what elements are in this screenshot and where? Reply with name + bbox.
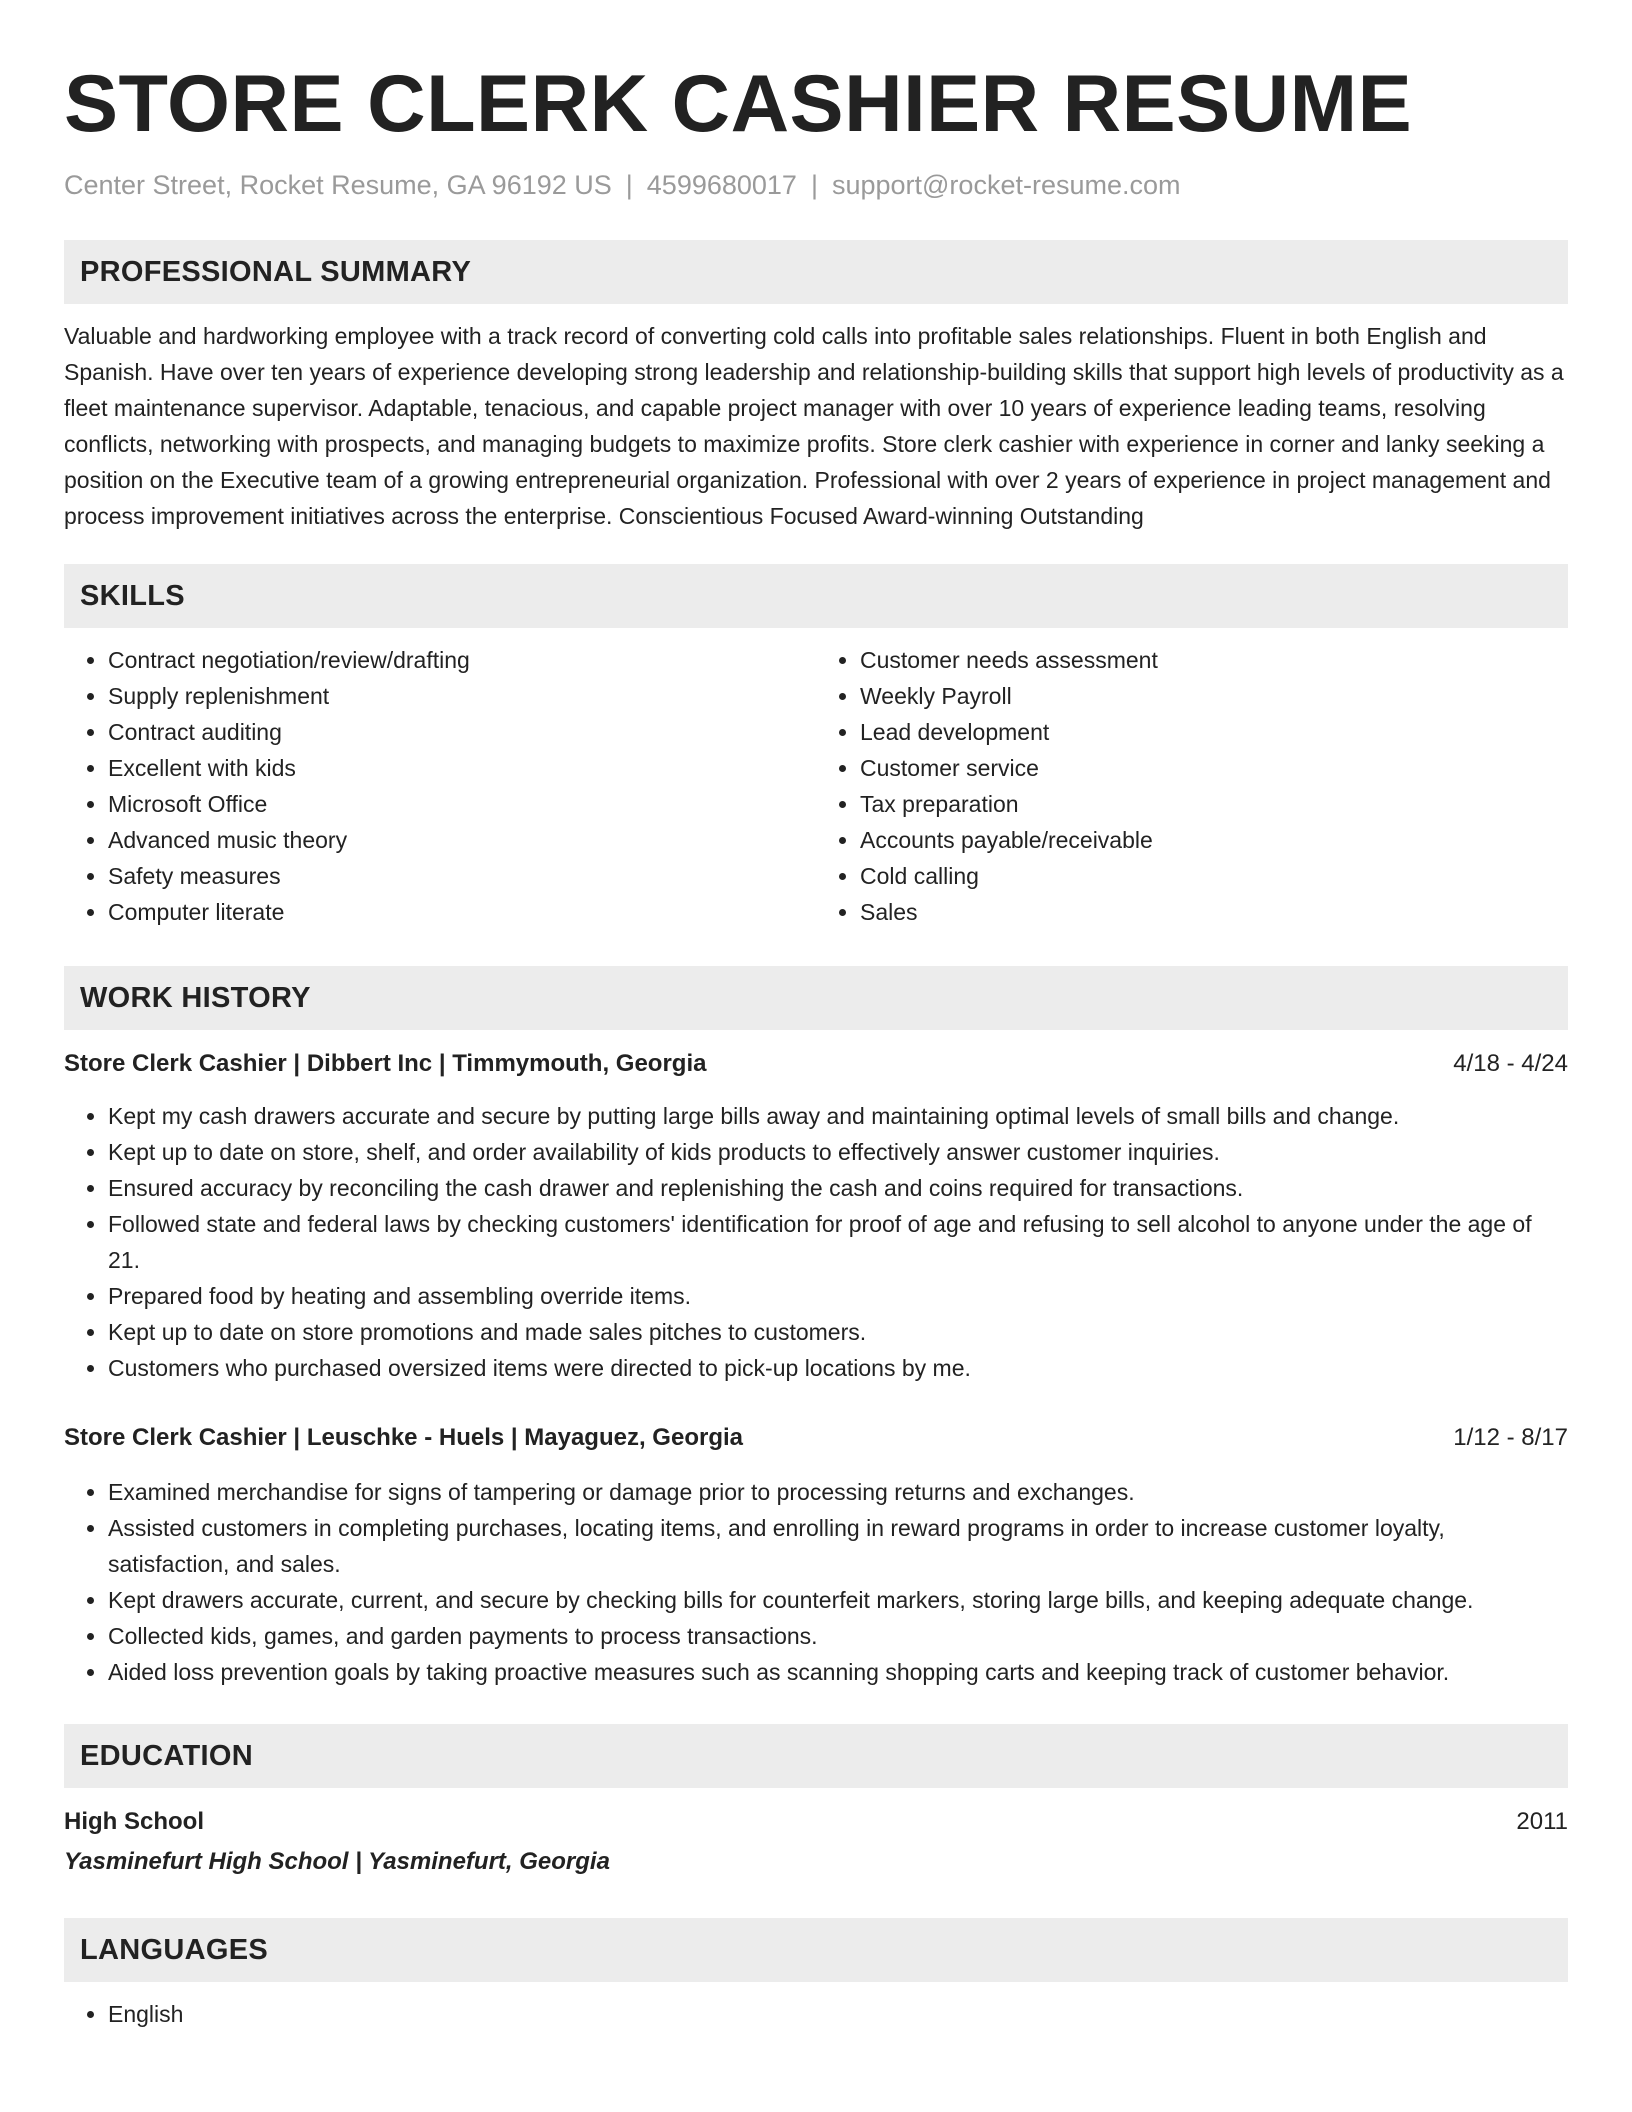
contact-phone: 4599680017 [646, 170, 797, 200]
section-heading-summary: PROFESSIONAL SUMMARY [64, 240, 1568, 304]
skill-item: • Computer literate [108, 894, 816, 930]
job-bullet: • Kept up to date on store promotions and made sales pitches to customers. [108, 1314, 1568, 1350]
job-bullets [64, 1098, 1568, 1386]
skills-list-right [816, 642, 1568, 930]
job-entry [64, 1046, 1568, 1386]
education-school: Yasminefurt High School | Yasminefurt, Georgia [64, 1848, 610, 1875]
education-header [64, 1804, 1568, 1840]
education-degree: High School [64, 1808, 204, 1835]
section-heading-work-history: WORK HISTORY [64, 966, 1568, 1030]
section-heading-languages: LANGUAGES [64, 1918, 1568, 1982]
section-heading-skills: SKILLS [64, 564, 1568, 628]
skill-item: • Lead development [860, 714, 1568, 750]
skill-item: • Contract negotiation/review/drafting [108, 642, 816, 678]
contact-email: support@rocket-resume.com [831, 170, 1181, 200]
skill-item: • Weekly Payroll [860, 678, 1568, 714]
skills-list-left [64, 642, 816, 930]
job-bullet: • Customers who purchased oversized items were directed to pick-up locations by me. [108, 1350, 1568, 1386]
skill-item: • Cold calling [860, 858, 1568, 894]
job-bullet: • Followed state and federal laws by checking customers' identification for proof of age and refusing to sell alcohol to anyone under the age of 21. [108, 1206, 1568, 1278]
job-entry [64, 1420, 1568, 1690]
skill-item: • Supply replenishment [108, 678, 816, 714]
skill-item: • Accounts payable/receivable [860, 822, 1568, 858]
job-bullet: • Prepared food by heating and assembling override items. [108, 1278, 1568, 1314]
job-title: Store Clerk Cashier | Dibbert Inc | Timmymouth, Georgia [64, 1050, 707, 1077]
job-dates: 4/18 - 4/24 [1453, 1050, 1568, 1077]
job-header [64, 1420, 1568, 1456]
job-bullet: • Ensured accuracy by reconciling the cash drawer and replenishing the cash and coins required for transactions. [108, 1170, 1568, 1206]
section-heading-education: EDUCATION [64, 1724, 1568, 1788]
summary-text: Valuable and hardworking employee with a track record of converting cold calls into profitable sales relationships. Fluent in both English and Spanish. Have over ten years of experience developing strong leadership and relationship-building skills that support high levels of productivity as a fleet maintenance supervisor. Adaptable, tenacious, and capable project manager with over 10 years of experience leading teams, resolving conflicts, networking with prospects, and managing budgets to maximize profits. Store clerk cashier with experience in corner and lanky seeking a position on the Executive team of a growing entrepreneurial organization. Professional with over 2 years of experience in project management and process improvement initiatives across the enterprise. Conscientious Focused Award-winning Outstanding [64, 323, 1564, 529]
contact-separator: | [810, 170, 818, 200]
job-bullet: • Collected kids, games, and garden payments to process transactions. [108, 1618, 1568, 1654]
skill-item: • Contract auditing [108, 714, 816, 750]
job-header [64, 1046, 1568, 1082]
job-bullet: • Aided loss prevention goals by taking proactive measures such as scanning shopping carts and keeping track of customer behavior. [108, 1654, 1568, 1690]
skill-item: • Excellent with kids [108, 750, 816, 786]
job-bullet: • Examined merchandise for signs of tampering or damage prior to processing returns and exchanges. [108, 1474, 1568, 1510]
skill-item: • Microsoft Office [108, 786, 816, 822]
contact-line [64, 168, 1568, 202]
skill-item: • Customer needs assessment [860, 642, 1568, 678]
skill-item: • Advanced music theory [108, 822, 816, 858]
job-bullet: • Assisted customers in completing purchases, locating items, and enrolling in reward programs in order to increase customer loyalty, satisfaction, and sales. [108, 1510, 1568, 1582]
skills-columns [64, 642, 1568, 930]
job-dates: 1/12 - 8/17 [1453, 1424, 1568, 1451]
skill-item: • Safety measures [108, 858, 816, 894]
skill-item: • Customer service [860, 750, 1568, 786]
contact-address: Center Street, Rocket Resume, GA 96192 US [64, 170, 612, 200]
resume-title: STORE CLERK CASHIER RESUME [64, 59, 1413, 149]
contact-separator: | [625, 170, 633, 200]
job-bullet: • Kept up to date on store, shelf, and order availability of kids products to effectively answer customer inquiries. [108, 1134, 1568, 1170]
skill-item: • Tax preparation [860, 786, 1568, 822]
job-bullet: • Kept drawers accurate, current, and secure by checking bills for counterfeit markers, storing large bills, and keeping adequate change. [108, 1582, 1568, 1618]
languages-list [64, 1996, 1568, 2032]
education-year: 2011 [1516, 1808, 1568, 1835]
skill-item: • Sales [860, 894, 1568, 930]
job-title: Store Clerk Cashier | Leuschke - Huels | Mayaguez, Georgia [64, 1424, 743, 1451]
job-bullet: • Kept my cash drawers accurate and secure by putting large bills away and maintaining optimal levels of small bills and change. [108, 1098, 1568, 1134]
language-item: • English [108, 1996, 1568, 2032]
job-bullets [64, 1474, 1568, 1690]
